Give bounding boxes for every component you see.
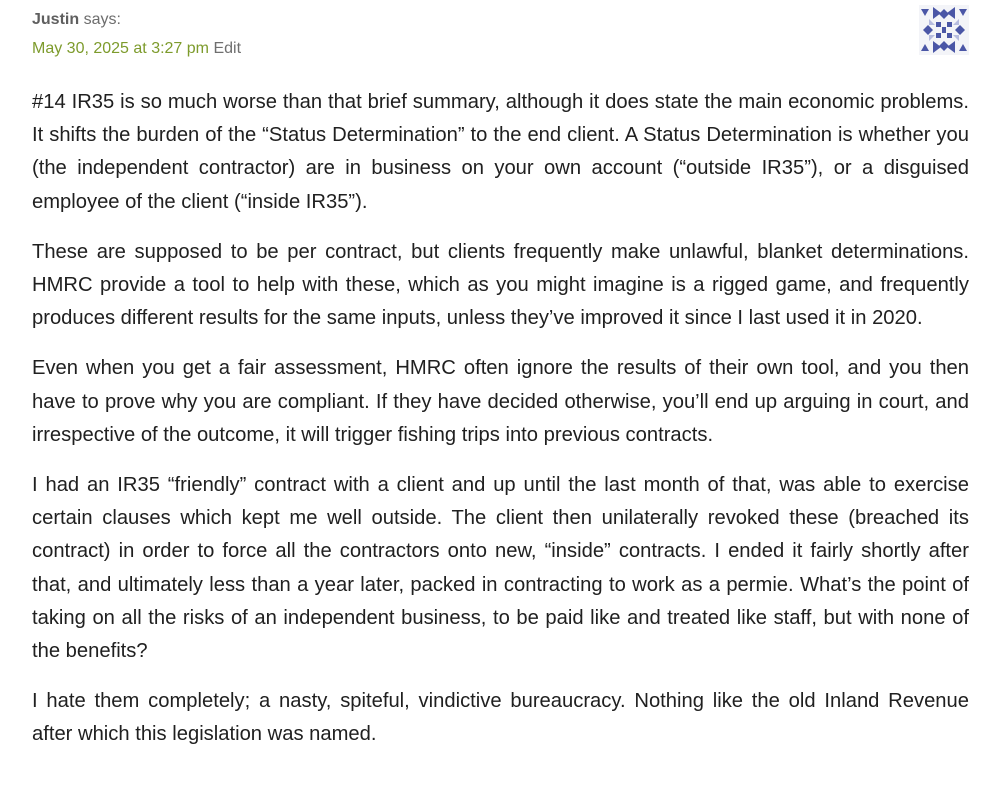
comment-meta [32, 9, 969, 69]
comment-paragraph: I had an IR35 “friendly” contract with a client and up until the last month of that, was able to exercise certain clauses which kept me well outside. The client then unilaterally revoked these (breached its contract) in order to force all the contractors onto new, “inside” contracts. I ended it fairly shortly after that, and ultimately less than a year later, packed in contracting to work as a permie. What’s the point of taking on all the risks of an independent business, to be paid like and treated like staff, but with none of the benefits? [32, 474, 969, 663]
comment-paragraph: #14 IR35 is so much worse than that brief summary, although it does state the main economic problems. It shifts the burden of the “Status Determination” to the end client. A Status Determination is whether you (the independent contractor) are in business on your own account (“outside IR35”), or a disguised employee of the client (“inside IR35”). [32, 91, 969, 213]
comment-date-link[interactable]: May 30, 2025 at 3:27 pm [32, 40, 209, 57]
comment-paragraph: These are supposed to be per contract, but clients frequently make unlawful, blanket determinations. HMRC provide a tool to help with these, which as you might imagine is a rigged game, and frequently produces different results for the same inputs, unless they’ve improved it since I last used it in 2020. [32, 240, 969, 330]
comment-paragraph: Even when you get a fair assessment, HMRC often ignore the results of their own tool, and you then have to prove why you are compliant. If they have decided otherwise, you’ll end up arguing in court, and irrespective of the outcome, it will trigger fishing trips into previous contracts. [32, 357, 969, 446]
comment-body [32, 86, 969, 769]
date-line [32, 39, 241, 59]
comment-paragraph: I hate them completely; a nasty, spiteful, vindictive bureaucracy. Nothing like the old Inland Revenue after which this legislation was named. [32, 690, 969, 746]
avatar [919, 5, 969, 55]
comment-author: Justin [32, 11, 80, 28]
edit-link[interactable]: Edit [213, 40, 242, 57]
says-label: says: [83, 11, 121, 28]
author-line [32, 10, 121, 30]
